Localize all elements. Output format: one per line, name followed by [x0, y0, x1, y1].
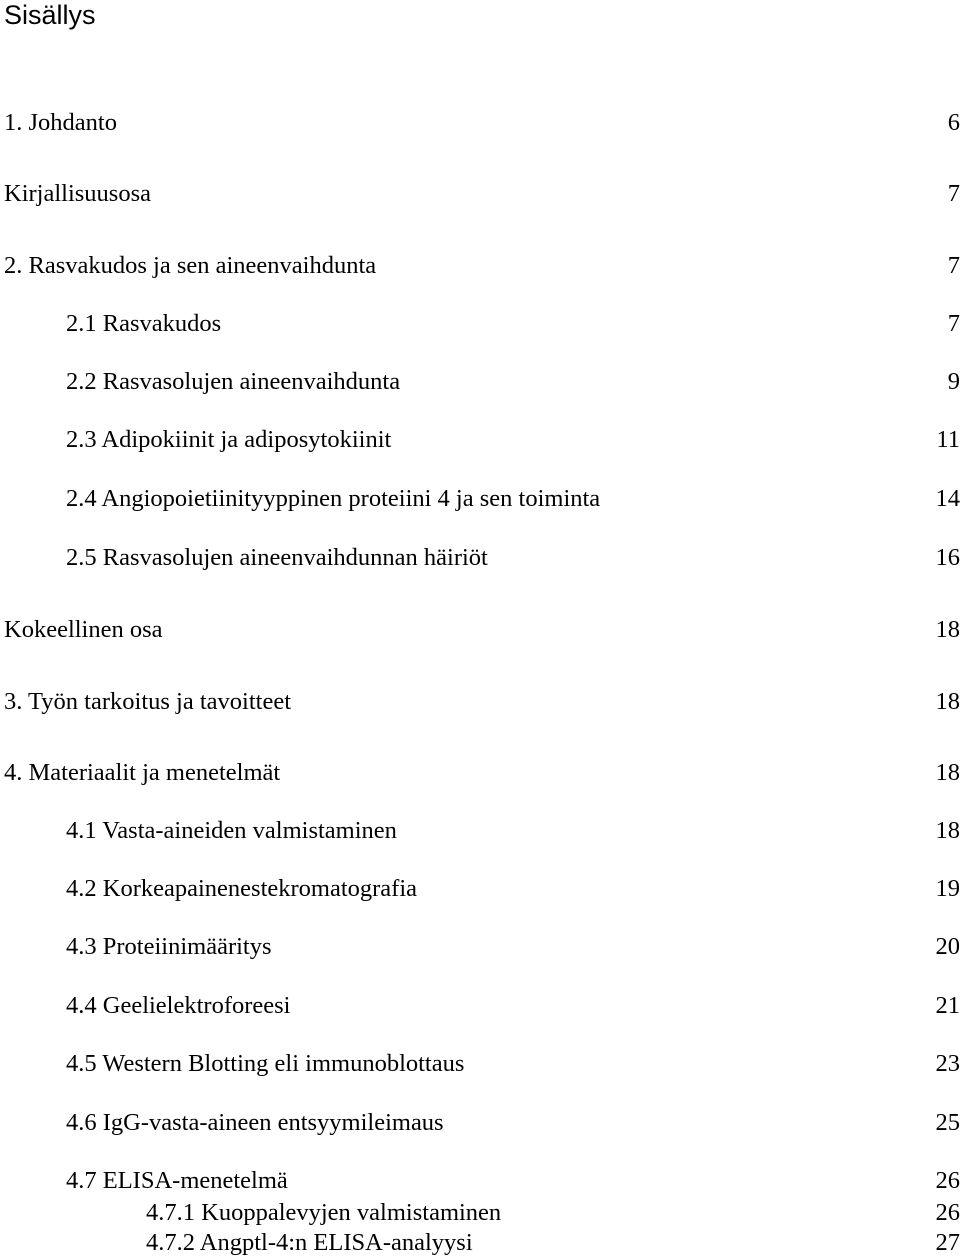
toc-entry: [0, 1108, 960, 1138]
toc-entry-page-number: 18: [935, 817, 960, 844]
toc-entry-page-number: 23: [935, 1050, 960, 1077]
toc-entry: [0, 991, 960, 1021]
toc-entry-text: 4.7 ELISA-menetelmä: [66, 1167, 288, 1194]
toc-entry-page-number: 18: [935, 688, 960, 715]
toc-entry-page-number: 7: [947, 310, 960, 337]
toc-entry-page-number: 27: [935, 1229, 960, 1256]
toc-entry-text: 4.4 Geelielektroforeesi: [66, 992, 291, 1019]
toc-entry: [0, 309, 960, 339]
toc-entry-page-number: 7: [947, 180, 960, 207]
toc-entry-text: 4.2 Korkeapainenestekromatografia: [66, 875, 418, 902]
toc-entry: [0, 543, 960, 573]
toc-entry: [0, 1049, 960, 1079]
toc-entry: [0, 251, 960, 281]
toc-entry-page-number: 25: [935, 1109, 960, 1136]
toc-entry-text: 2.4 Angiopoietiinityyppinen proteiini 4 ja sen toiminta: [66, 485, 601, 512]
toc-entry: [0, 615, 960, 645]
toc-entry-text: 4. Materiaalit ja menetelmät: [4, 759, 281, 786]
toc-entry: [0, 874, 960, 904]
toc-entry: [0, 367, 960, 397]
toc-entry: [0, 758, 960, 788]
toc-entry-text: 4.6 IgG-vasta-aineen entsyymileimaus: [66, 1109, 444, 1136]
toc-entry-text: 4.5 Western Blotting eli immunoblottaus: [66, 1050, 465, 1077]
toc-entry: [0, 425, 960, 455]
toc-entry-text: 4.7.2 Angptl-4:n ELISA-analyysi: [146, 1229, 473, 1256]
toc-entry-text: 2. Rasvakudos ja sen aineenvaihdunta: [4, 252, 377, 279]
toc-entry-page-number: 18: [935, 759, 960, 786]
toc-entry: [0, 179, 960, 209]
toc-entry: [0, 816, 960, 846]
toc-entry-page-number: 26: [935, 1167, 960, 1194]
toc-entry: [0, 687, 960, 717]
toc-entry-page-number: 21: [935, 992, 960, 1019]
toc-entry-page-number: 16: [935, 544, 960, 571]
toc-entry-page-number: 20: [935, 933, 960, 960]
toc-entry-page-number: 11: [936, 426, 960, 453]
toc-entry-text: 1. Johdanto: [4, 109, 117, 136]
toc-entry: [0, 108, 960, 138]
toc-entry: [0, 1166, 960, 1196]
toc-entry-page-number: 19: [935, 875, 960, 902]
toc-entry-text: 2.1 Rasvakudos: [66, 310, 222, 337]
toc-entry-text: Kirjallisuusosa: [4, 180, 151, 207]
toc-entry-text: Kokeellinen osa: [4, 616, 163, 643]
toc-entry: [0, 1228, 960, 1258]
toc-entry-text: 2.5 Rasvasolujen aineenvaihdunnan häiriöt: [66, 544, 488, 571]
toc-title: Sisällys: [4, 0, 96, 30]
toc-entry: [0, 932, 960, 962]
toc-entry-text: 2.2 Rasvasolujen aineenvaihdunta: [66, 368, 401, 395]
toc-entry-text: 3. Työn tarkoitus ja tavoitteet: [4, 688, 292, 715]
toc-entry-page-number: 26: [935, 1199, 960, 1226]
toc-entry: [0, 484, 960, 514]
toc-entry-text: 4.7.1 Kuoppalevyjen valmistaminen: [146, 1199, 502, 1226]
toc-entry-page-number: 9: [947, 368, 960, 395]
toc-entry-text: 2.3 Adipokiinit ja adiposytokiinit: [66, 426, 392, 453]
toc-entry-page-number: 14: [935, 485, 960, 512]
toc-entry-text: 4.3 Proteiinimääritys: [66, 933, 272, 960]
toc-entry: [0, 1198, 960, 1228]
toc-entry-text: 4.1 Vasta-aineiden valmistaminen: [66, 817, 397, 844]
toc-entry-page-number: 18: [935, 616, 960, 643]
toc-entry-page-number: 7: [947, 252, 960, 279]
toc-entry-page-number: 6: [947, 109, 960, 136]
